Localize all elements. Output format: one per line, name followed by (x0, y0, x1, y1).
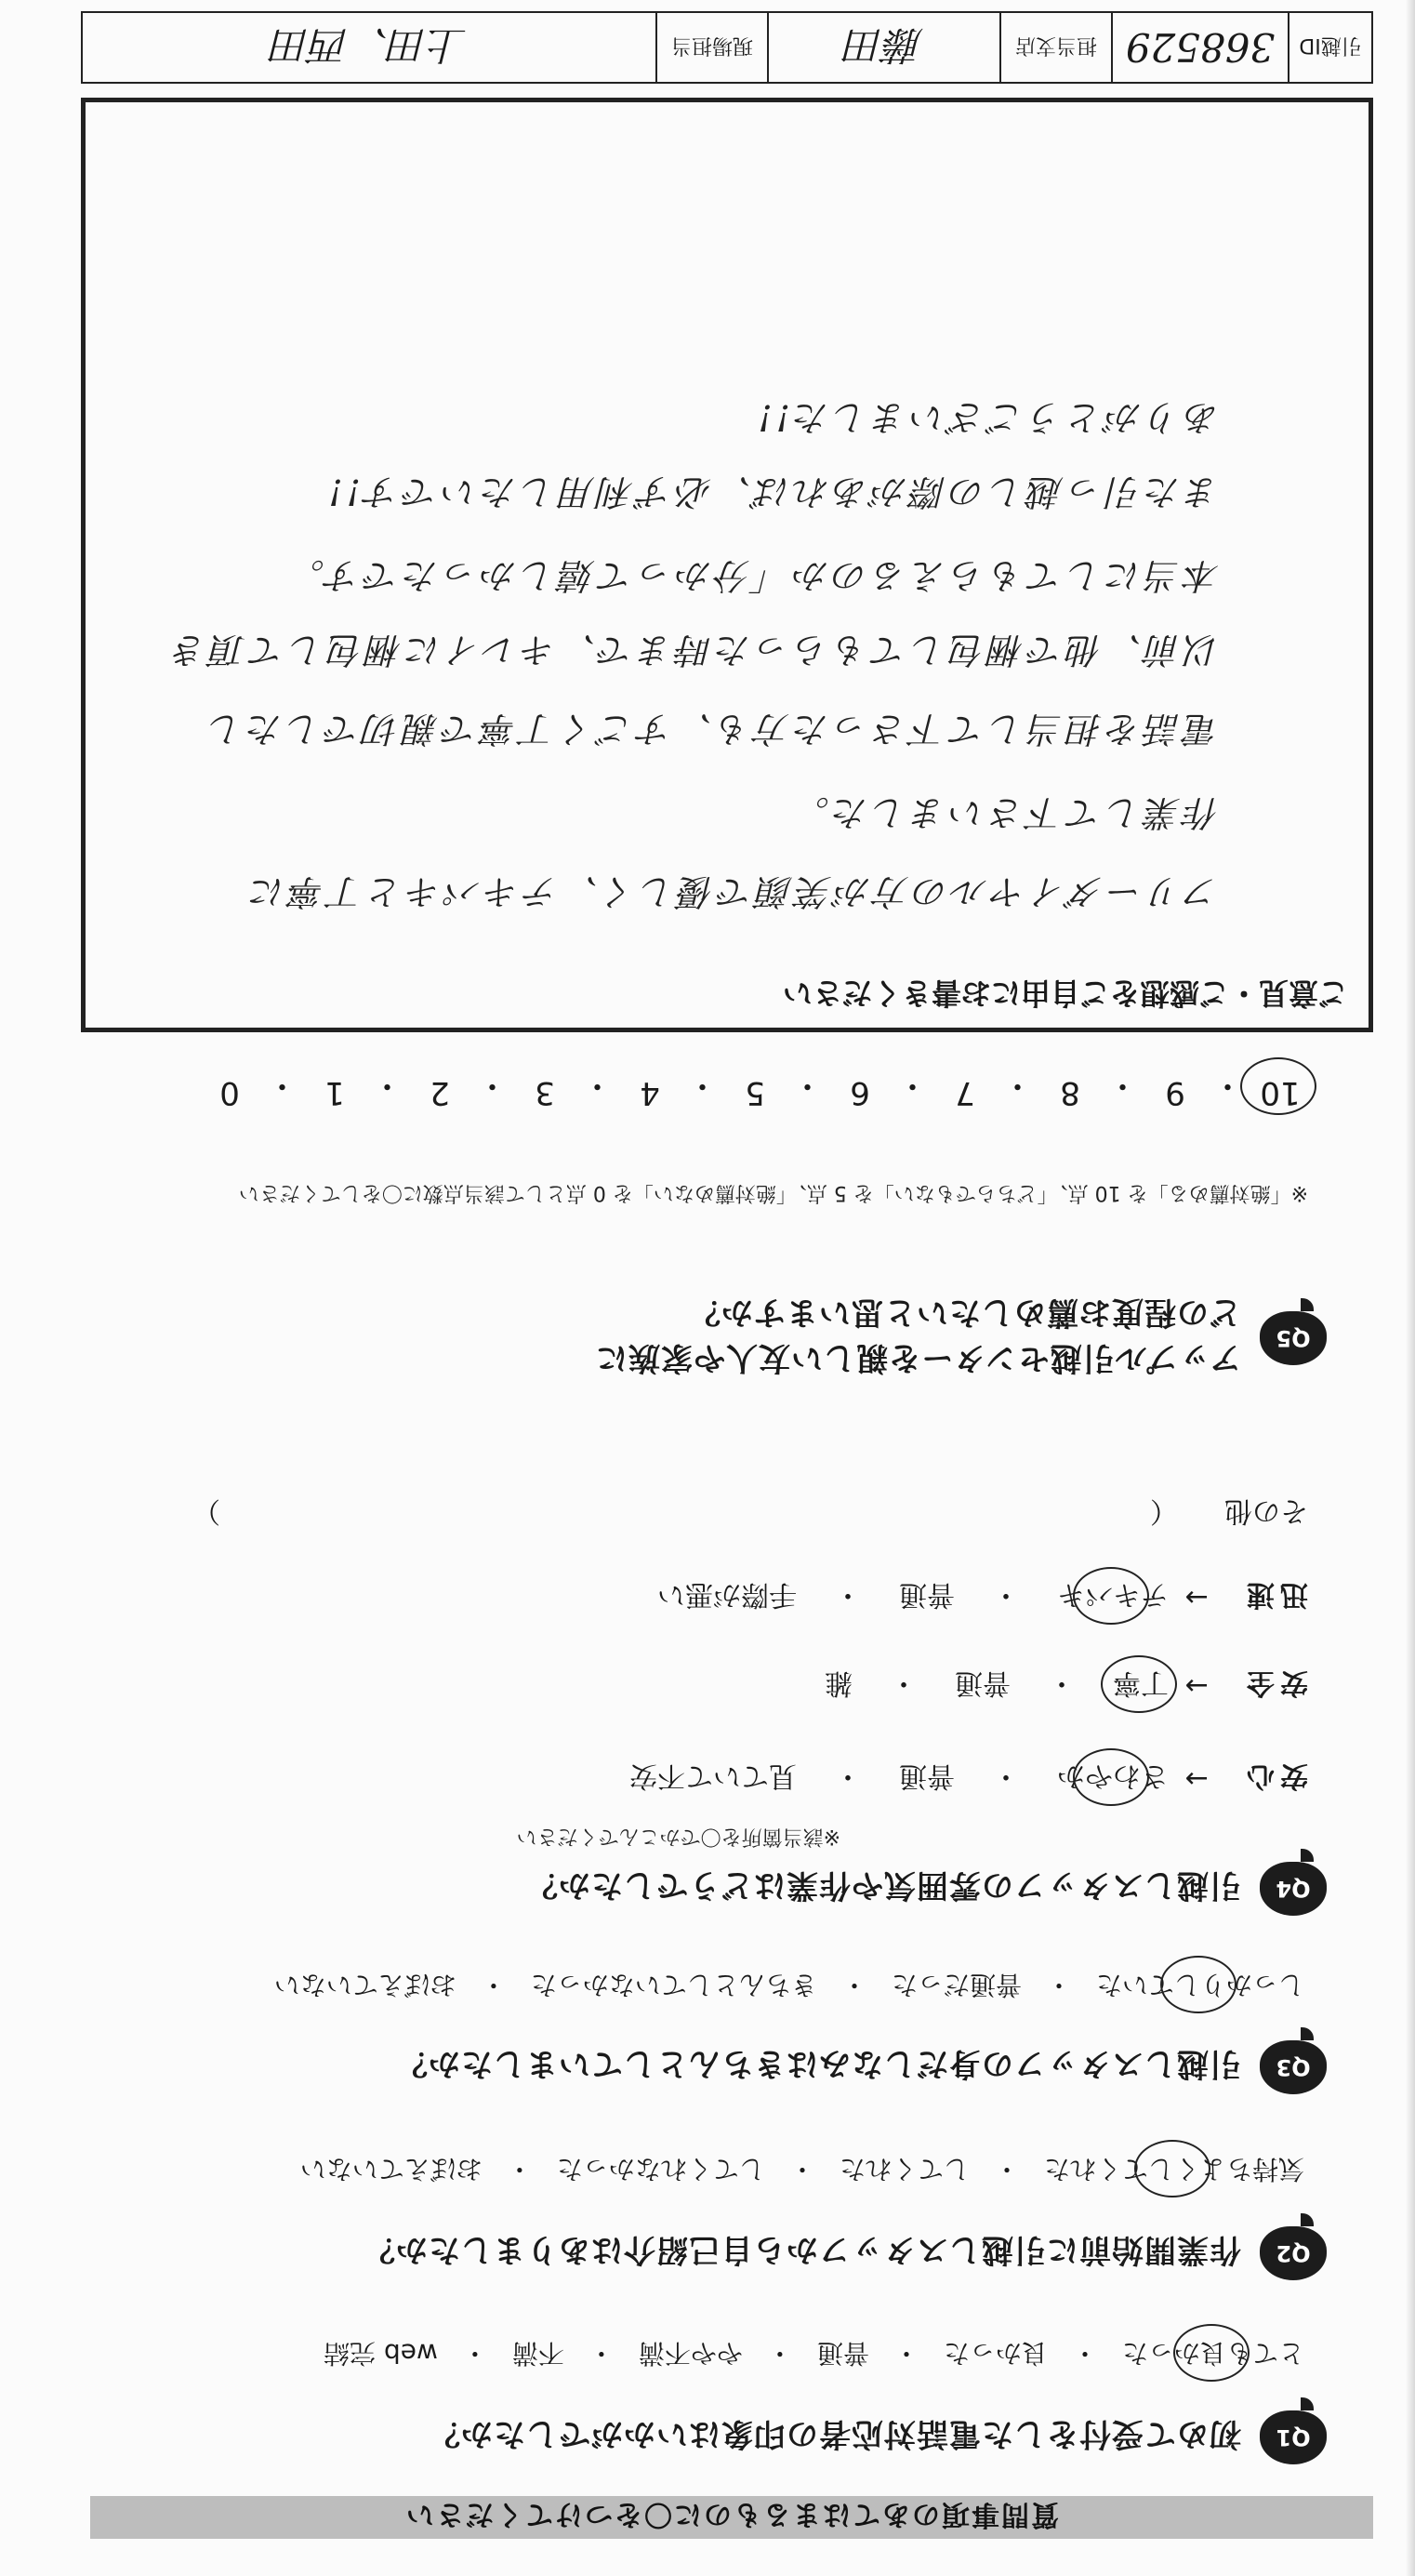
q4-row-anshin: 安心 → さわやか ・ 普通 ・ 見ていて不安 (629, 1759, 1308, 1799)
q2-badge: Q2 (1260, 2226, 1327, 2280)
scale-number[interactable]: 3 (535, 1074, 555, 1111)
q4-option[interactable]: 雑 (825, 1666, 853, 1699)
q4-option[interactable]: さわやか (1057, 1759, 1169, 1799)
scale-number[interactable]: 5 (745, 1074, 765, 1111)
q2-text: 作業開始前に引越しスタッフから自己紹介はありましたか？ (363, 2231, 1241, 2269)
q4-other-label: その他 (1224, 1494, 1308, 1527)
question-3 (395, 2040, 1327, 2094)
q3-option[interactable]: きちんとしていなかった (530, 1970, 817, 2000)
q3-badge: Q3 (1260, 2040, 1327, 2094)
question-4 (525, 1862, 1327, 1916)
q3-option[interactable]: しっかりしていた (1092, 1968, 1308, 2005)
q4-other-open: （ (1150, 1494, 1178, 1527)
q1-option[interactable]: 不満 (511, 2338, 564, 2369)
q1-option[interactable]: やや不満 (638, 2338, 743, 2369)
comment-box[interactable] (81, 98, 1373, 1032)
id-value: 368529 (1125, 24, 1276, 71)
comment-title: ご意見・ご感想をご自由にお書きください (782, 976, 1348, 1011)
question-1 (428, 2410, 1327, 2464)
q5-text-line1: アップル引越センターを親しい友人や家族に (595, 1339, 1241, 1376)
branch-value: 藤田 (845, 22, 924, 68)
q5-badge: Q5 (1260, 1311, 1327, 1365)
q4-option[interactable]: 普通 (955, 1666, 1011, 1699)
q2-options: 気持ちよくしてくれた ・ してくれた ・ してくれなかった ・ おぼえていない (297, 2152, 1308, 2189)
page-edge-shadow (1406, 0, 1415, 2576)
q5-scale: 10 ・ 9 ・ 8 ・ 7 ・ 6 ・ 5 ・ 4 ・ 3 ・ 2 ・ 1 ・ 0 (202, 1066, 1308, 1111)
q4-badge: Q4 (1260, 1862, 1327, 1916)
q4-row-label: 安全 (1241, 1666, 1308, 1699)
scale-number[interactable]: 9 (1165, 1074, 1185, 1111)
comment-line: ありがとうございました!! (754, 397, 1220, 438)
q3-options: しっかりしていた ・ 普通だった ・ きちんとしていなかった ・ おぼえていない (271, 1968, 1308, 2005)
q4-row-label: 迅速 (1241, 1578, 1308, 1611)
q2-option[interactable]: 気持ちよくしてくれた (1040, 2152, 1308, 2189)
scale-number[interactable]: 0 (219, 1074, 240, 1111)
q2-option[interactable]: してくれた (839, 2154, 970, 2184)
scale-number[interactable]: 7 (955, 1074, 975, 1111)
comment-line: フリーダイヤルの方が笑顔で優しく、テキパキと丁寧に (246, 871, 1220, 912)
scale-number[interactable]: 4 (640, 1074, 660, 1111)
scale-number[interactable]: 6 (850, 1074, 870, 1111)
q4-note: ※該当箇所を〇でかこんでください (516, 1825, 840, 1848)
manager-value: 上田、西田 (271, 22, 468, 68)
id-label: 引越ID (1299, 33, 1362, 58)
q5-text-line2: どの程度お薦めしたいと思いますか？ (688, 1294, 1241, 1331)
arrow-icon: → (1184, 1581, 1209, 1614)
question-5 (595, 1293, 1327, 1384)
question-2 (363, 2226, 1327, 2280)
comment-line: 電話を担当して下さった方も、すごく丁寧で親切でしたし (204, 709, 1220, 750)
comment-line: また引っ越しの際があれば、必ず利用したいです!! (324, 471, 1220, 512)
q4-row-jinsoku: 迅速 → テキパキ ・ 普通 ・ 手際が悪い (657, 1577, 1308, 1618)
q1-option[interactable]: web 完結 (324, 2338, 438, 2369)
q4-row-anzen: 安全 → 丁寧 ・ 普通 ・ 雑 (825, 1666, 1308, 1706)
q5-text (595, 1293, 1241, 1384)
comment-line: 本当にしてもらえるのか「分かって嬉しかったです。 (285, 555, 1220, 596)
q4-row-label: 安心 (1241, 1759, 1308, 1792)
arrow-icon: → (1184, 1669, 1209, 1703)
manager-label-cell (655, 13, 767, 82)
branch-label: 担当支店 (1015, 33, 1098, 58)
arrow-icon: → (1184, 1762, 1209, 1796)
q3-option[interactable]: 普通だった (891, 1970, 1022, 2000)
manager-label: 現場担当 (671, 33, 754, 58)
q3-option[interactable]: おぼえていない (273, 1970, 456, 2000)
q1-text: 初めて受付をした電話対応者の印象はいかがでしたか？ (428, 2415, 1241, 2453)
q3-text: 引越しスタッフの身だしなみはきちんとしていましたか？ (395, 2045, 1241, 2083)
instruction-header: 質問事項のあてはまるものに〇をつけてください (90, 2496, 1373, 2539)
q1-option[interactable]: 良かった (943, 2338, 1048, 2369)
scale-number[interactable]: 2 (430, 1074, 450, 1111)
q1-option[interactable]: 普通 (816, 2338, 869, 2369)
q1-options: とても良かった ・ 良かった ・ 普通 ・ やや不満 ・ 不満 ・ web 完結 (320, 2336, 1308, 2373)
branch-label-cell (999, 13, 1111, 82)
q1-badge: Q1 (1260, 2410, 1327, 2464)
scale-number[interactable]: 10 (1252, 1066, 1308, 1111)
scale-number[interactable]: 1 (324, 1074, 345, 1111)
q4-option[interactable]: 普通 (899, 1759, 955, 1792)
q2-option[interactable]: おぼえていない (299, 2154, 483, 2184)
q4-other-row (118, 1494, 1308, 1534)
q4-other-close: ） (192, 1494, 220, 1527)
comment-line: 以前、他で梱包してもらった時まで、キレイに梱包して頂き (168, 630, 1220, 671)
q4-text: 引越しスタッフの雰囲気や作業はどうでしたか？ (525, 1866, 1241, 1905)
id-table (81, 11, 1373, 84)
comment-line: 作業して下さいました。 (789, 792, 1220, 833)
manager-value-cell (83, 13, 655, 82)
q4-option[interactable]: 普通 (899, 1578, 955, 1611)
q1-option[interactable]: とても良かった (1118, 2336, 1308, 2373)
scale-number[interactable]: 8 (1060, 1074, 1080, 1111)
q4-option[interactable]: 見ていて不安 (629, 1759, 797, 1792)
id-value-cell (1111, 13, 1288, 82)
q2-option[interactable]: してくれなかった (556, 2154, 765, 2184)
q4-option[interactable]: テキパキ (1057, 1577, 1169, 1618)
q4-option[interactable]: 丁寧 (1113, 1666, 1169, 1706)
id-label-cell (1288, 13, 1371, 82)
branch-value-cell (767, 13, 999, 82)
q4-option[interactable]: 手際が悪い (657, 1578, 797, 1611)
q5-note: ※「絶対薦める」を 10 点、「どちらでもない」を 5 点、「絶対薦めない」を 0 点として該当点数に〇をしてください (238, 1181, 1308, 1204)
